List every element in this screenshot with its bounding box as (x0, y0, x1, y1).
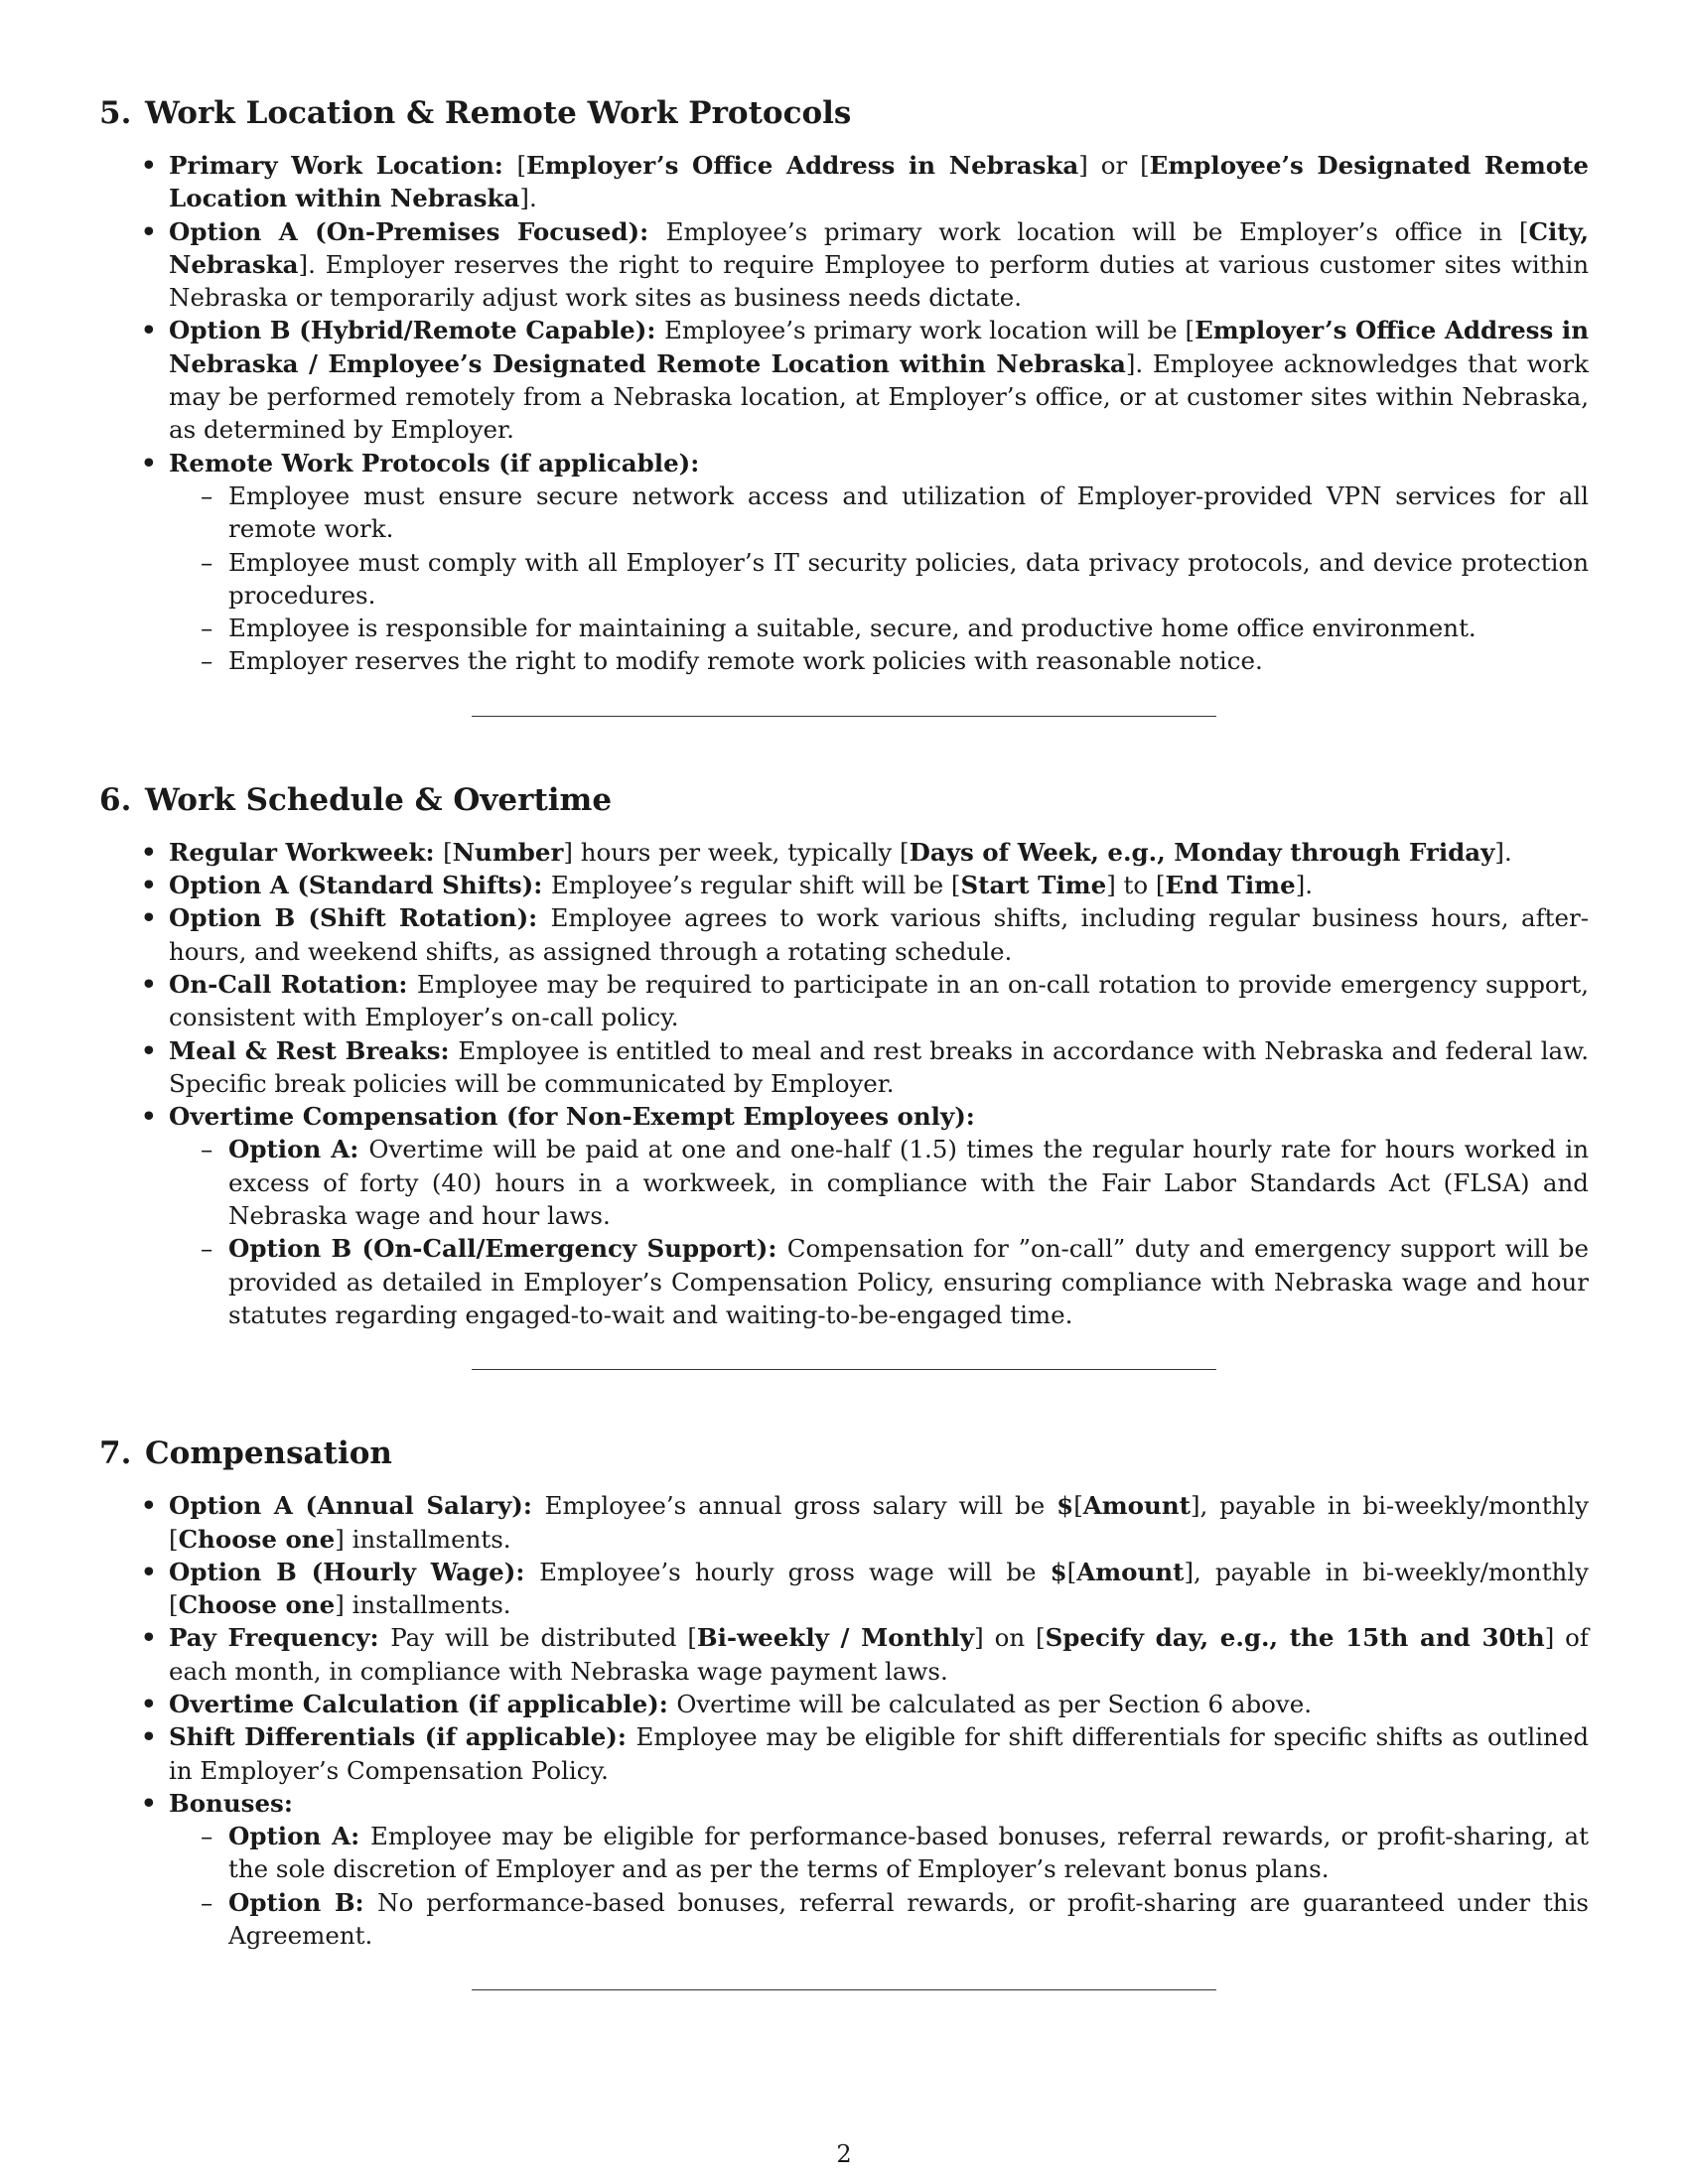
list-item (169, 314, 1589, 446)
section-5-work-location (99, 91, 1589, 678)
text-run: [ (443, 837, 453, 867)
text-run: Pay will be distributed [ (390, 1623, 697, 1653)
text-run: ] to [ (1106, 871, 1166, 900)
bold-text-run: Employer’s Office Address in Nebraska / Employee’s Designated Remote Location within Nebraska (169, 316, 1590, 378)
bold-text-run: Employer’s Office Address in Nebraska (526, 151, 1079, 180)
section-divider (472, 1369, 1216, 1370)
list-item (169, 869, 1589, 901)
bold-text-run: Option A (Annual Salary): (169, 1491, 545, 1521)
page-number: 2 (836, 2140, 852, 2168)
sub-list-item (228, 612, 1589, 644)
bold-text-run: Option B (Shift Rotation): (169, 903, 551, 933)
section-heading: 7. Compensation (99, 1435, 392, 1472)
text-run: No performance-based bonuses, referral rewards, or profit-sharing are guaranteed under this Agreement. (228, 1887, 1589, 1951)
section-divider (472, 716, 1216, 717)
text-run: Employee may be eligible for performance-based bonuses, referral rewards, or profit-sharing, at the sole discretion of Employer and as per the terms of Employer’s relevant bonus plans. (228, 1822, 1589, 1884)
bold-text-run: Option A: (228, 1822, 370, 1851)
text-run: Employee must comply with all Employer’s IT security policies, data privacy protocols, and device protection procedures. (228, 547, 1589, 610)
bold-text-run: Days of Week, e.g., Monday through Friday (909, 837, 1495, 867)
section-heading: 5. Work Location & Remote Work Protocols (99, 95, 852, 131)
text-run: Compensation for ”on-call” duty and emergency support will be provided as detailed in Employer’s Compensation Policy, ensuring compliance with Nebraska wage and hour statutes regarding engaged-to-wait and waiting-to-be-engaged time. (228, 1234, 1589, 1329)
text-run: Employee’s annual gross salary will be (544, 1491, 1057, 1521)
sub-list-item (228, 1133, 1589, 1232)
text-run: Overtime will be paid at one and one-half (1.5) times the regular hourly rate for hours worked in excess of forty (40) hours in a workweek, in compliance with the Fair Labor Standards Act (FLSA) and Nebraska wage and hour laws. (228, 1135, 1589, 1231)
list-item (169, 968, 1589, 1034)
text-run: Employee is entitled to meal and rest breaks in accordance with Nebraska and federal law. Specific break policies will be communicated by Employer. (169, 1035, 1589, 1098)
text-run: ]. (1295, 871, 1314, 900)
text-run: ], payable in bi-weekly/monthly [ (169, 1491, 1590, 1554)
bold-text-run: Regular Workweek: (169, 837, 444, 867)
bold-text-run: Option A (Standard Shifts): (169, 871, 551, 900)
bold-text-run: Specify day, e.g., the 15th and 30th (1045, 1623, 1545, 1653)
text-run: Employee’s hourly gross wage will be (539, 1557, 1051, 1586)
bold-text-run: Pay Frequency: (169, 1623, 391, 1653)
sub-list-item (228, 1820, 1589, 1886)
sub-list (169, 479, 1589, 678)
list-item (169, 901, 1589, 968)
text-run: Employee may be eligible for shift differentials for specific shifts as outlined in Employer’s Compensation Policy. (169, 1722, 1590, 1785)
section-7-compensation (99, 1432, 1589, 1952)
bold-text-run: Option B (Hourly Wage): (169, 1557, 540, 1586)
text-run: ]. Employee acknowledges that work may be performed remotely from a Nebraska location, at Employer’s office, or at customer sites within Nebraska, as determined by Employer. (169, 348, 1589, 445)
text-run: [ (516, 151, 527, 180)
bold-text-run: Shift Differentials (if applicable): (169, 1722, 636, 1752)
list-item (169, 1556, 1589, 1622)
bold-text-run: Bonuses: (169, 1788, 293, 1818)
text-run: Employer reserves the right to modify remote work policies with reasonable notice. (228, 646, 1263, 676)
sub-list-item (228, 1886, 1589, 1953)
bullet-list (99, 1489, 1589, 1952)
list-item (169, 215, 1589, 315)
text-run: Employee’s primary work location will be [ (664, 316, 1196, 345)
bold-text-run: End Time (1165, 871, 1296, 900)
bold-text-run: $ (1056, 1491, 1074, 1521)
bold-text-run: Option A (On-Premises Focused): (169, 216, 666, 246)
text-run: ] hours per week, typically [ (563, 837, 910, 867)
bold-text-run: Choose one (178, 1590, 336, 1620)
text-run: Employee’s regular shift will be [ (550, 871, 961, 900)
bold-text-run: Number (452, 837, 564, 867)
sub-list-item (228, 546, 1589, 613)
bold-text-run: Amount (1076, 1557, 1185, 1586)
bold-text-run: Option A: (228, 1135, 369, 1164)
text-run: ] installments. (335, 1524, 511, 1554)
sub-list (169, 1133, 1589, 1331)
text-run: ] on [ (974, 1623, 1046, 1653)
bold-text-run: Start Time (960, 871, 1107, 900)
text-run: Employee’s primary work location will be Employer’s office in [ (665, 216, 1529, 246)
bullet-list (99, 836, 1589, 1331)
list-item (169, 836, 1589, 869)
text-run: ], payable in bi-weekly/monthly [ (169, 1557, 1589, 1620)
text-run: Employee agrees to work various shifts, including regular business hours, after-hours, and weekend shifts, as assigned through a rotating schedule. (169, 903, 1589, 966)
bold-text-run: Employee’s Designated Remote Location within Nebraska (169, 151, 1589, 213)
list-item (169, 1787, 1589, 1952)
list-item (169, 1720, 1589, 1787)
bold-text-run: City, Nebraska (169, 216, 1590, 279)
text-run: ]. (519, 184, 537, 213)
section-divider (472, 1989, 1216, 1990)
list-item (169, 447, 1589, 678)
bold-text-run: Option B: (228, 1887, 378, 1917)
text-run: [ (1073, 1491, 1083, 1521)
list-item (169, 149, 1589, 215)
bold-text-run: Overtime Compensation (for Non-Exempt Employees only): (169, 1102, 975, 1132)
section-6-work-schedule (99, 778, 1589, 1331)
text-run: ]. Employer reserves the right to require Employee to perform duties at various customer sites within Nebraska or temporarily adjust work sites as business needs dictate. (169, 249, 1589, 313)
bold-text-run: Amount (1082, 1491, 1191, 1521)
bold-text-run: On-Call Rotation: (169, 969, 417, 999)
sub-list-item (228, 1232, 1589, 1331)
text-run: Overtime will be calculated as per Section 6 above. (676, 1689, 1313, 1718)
text-run: ] installments. (335, 1590, 511, 1620)
text-run: Employee is responsible for maintaining a suitable, secure, and productive home office environment. (228, 614, 1477, 643)
text-run: ] of each month, in compliance with Nebraska wage payment laws. (169, 1623, 1589, 1686)
bold-text-run: Choose one (178, 1524, 336, 1554)
text-run: Employee must ensure secure network access and utilization of Employer-provided VPN services for all remote work. (228, 480, 1589, 544)
bold-text-run: $ (1050, 1557, 1067, 1586)
list-item (169, 1688, 1589, 1720)
sub-list (169, 1820, 1589, 1952)
bold-text-run: Overtime Calculation (if applicable): (169, 1689, 677, 1718)
text-run: Employee may be required to participate in an on-call rotation to provide emergency support, consistent with Employer’s on-call policy. (169, 969, 1589, 1032)
bold-text-run: Bi-weekly / Monthly (696, 1623, 975, 1653)
bold-text-run: Option B (Hybrid/Remote Capable): (169, 316, 664, 345)
section-heading: 6. Work Schedule & Overtime (99, 781, 613, 818)
bold-text-run: Option B (On-Call/Emergency Support): (228, 1234, 787, 1264)
list-item (169, 1100, 1589, 1331)
list-item (169, 1489, 1589, 1556)
text-run: [ (1066, 1557, 1077, 1586)
text-run: ]. (1494, 837, 1512, 867)
bold-text-run: Remote Work Protocols (if applicable): (169, 448, 700, 478)
sub-list-item (228, 644, 1589, 677)
bold-text-run: Meal & Rest Breaks: (169, 1035, 459, 1065)
list-item (169, 1034, 1589, 1101)
list-item (169, 1621, 1589, 1688)
sub-list-item (228, 479, 1589, 546)
text-run: ] or [ (1078, 151, 1150, 180)
bullet-list (99, 149, 1589, 678)
bold-text-run: Primary Work Location: (169, 151, 517, 180)
